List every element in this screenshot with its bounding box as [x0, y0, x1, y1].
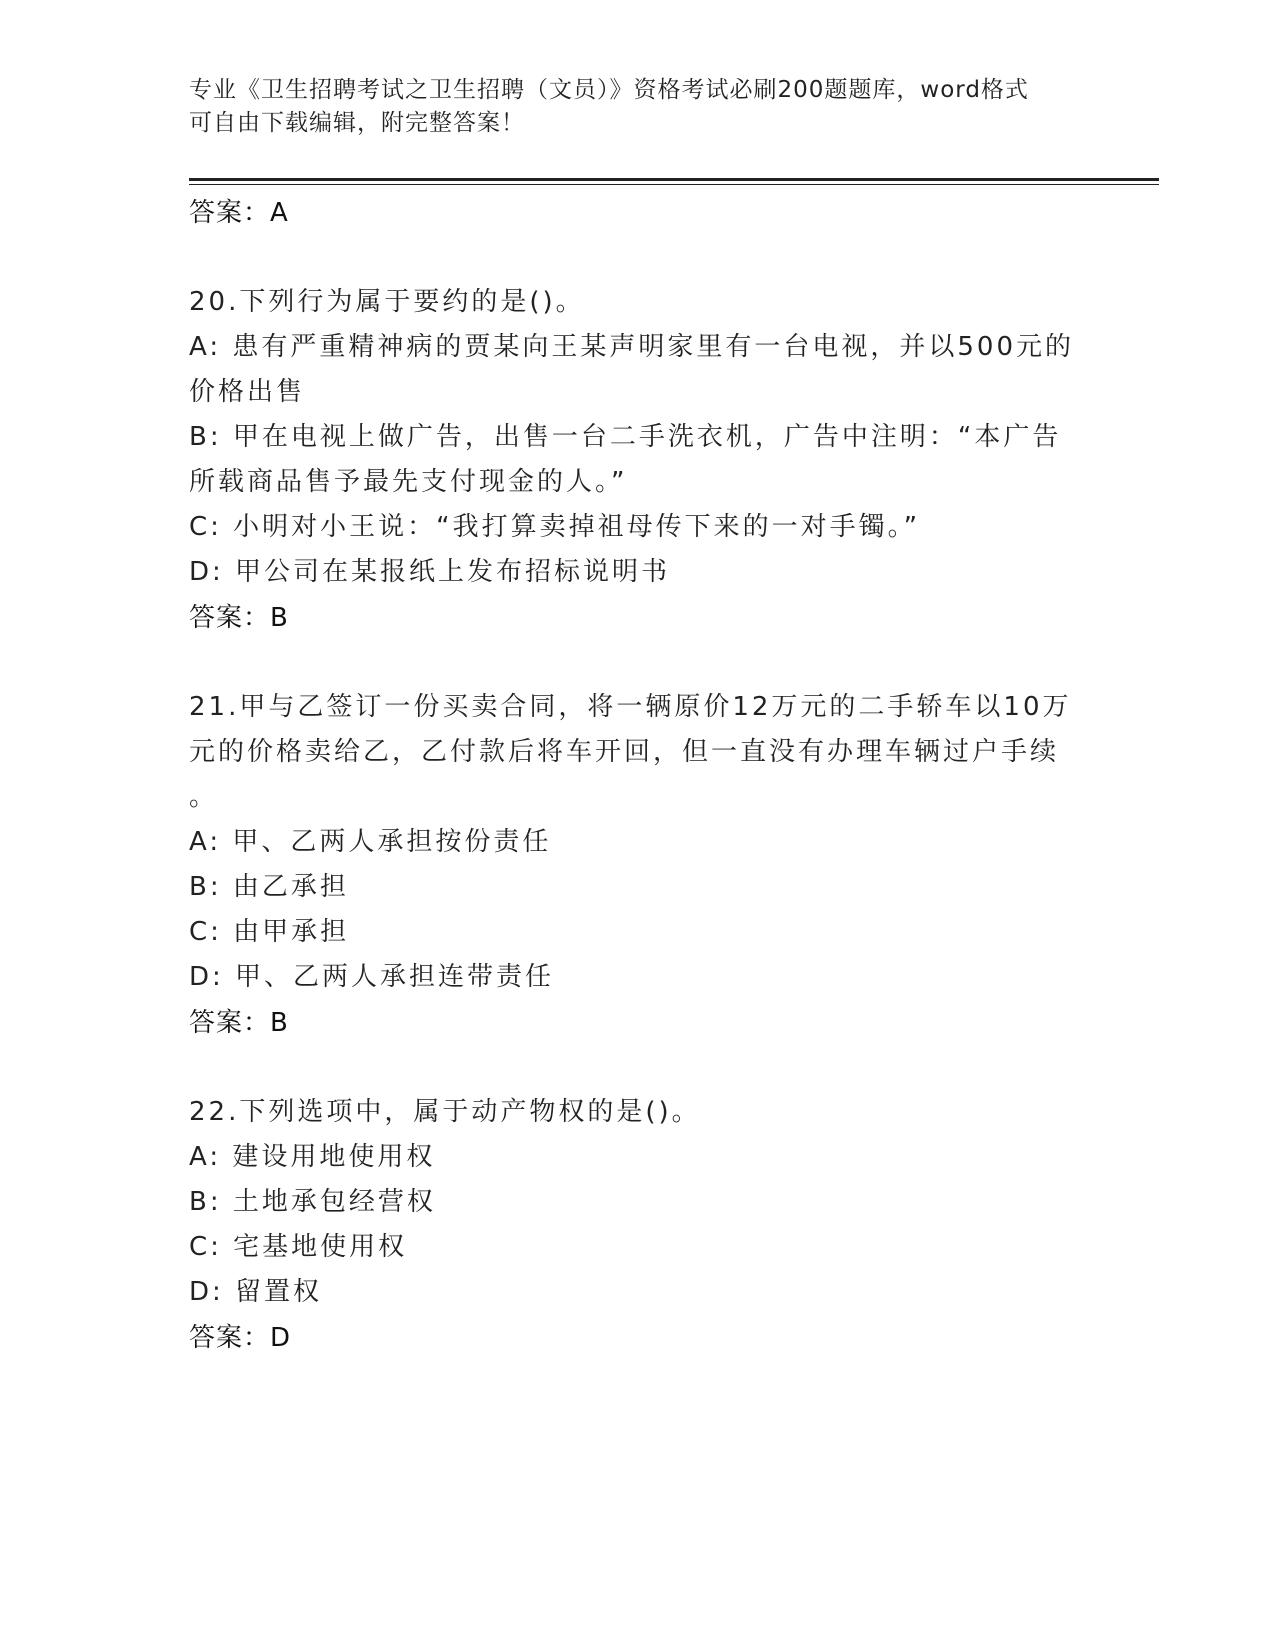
question-text: 21.甲与乙签订一份买卖合同，将一辆原价12万元的二手轿车以10万 [189, 692, 1072, 722]
header-divider-thin [189, 184, 1159, 185]
option-line: B: 土地承包经营权 [189, 1187, 436, 1217]
option-line: B: 由乙承担 [189, 872, 349, 902]
option-line: D: 留置权 [189, 1277, 323, 1307]
question-text-continued: 元的价格卖给乙，乙付款后将车开回，但一直没有办理车辆过户手续 [189, 737, 1060, 767]
question-text-continued: 。 [189, 782, 219, 812]
option-line: C: 宅基地使用权 [189, 1232, 408, 1262]
question-text: 22.下列选项中，属于动产物权的是()。 [189, 1097, 701, 1127]
option-line: C: 小明对小王说：“我打算卖掉祖母传下来的一对手镯。” [189, 512, 921, 542]
answer-line: 答案：D [189, 1323, 292, 1353]
question-21 [189, 685, 1089, 1046]
option-line: B: 甲在电视上做广告，出售一台二手洗衣机，广告中注明：“本广告 [189, 422, 1062, 452]
question-22 [189, 1090, 1089, 1361]
question-20 [189, 280, 1089, 641]
question-text: 20.下列行为属于要约的是()。 [189, 287, 585, 317]
option-line: A: 甲、乙两人承担按份责任 [189, 827, 552, 857]
option-line: 价格出售 [189, 377, 306, 407]
document-header [189, 74, 1089, 140]
answer-line: 答案：B [189, 1008, 289, 1038]
option-line: D: 甲公司在某报纸上发布招标说明书 [189, 557, 671, 587]
answer-line: 答案：B [189, 603, 289, 633]
document-body [189, 190, 1089, 1361]
answer-line: 答案：A [189, 198, 289, 228]
option-line: D: 甲、乙两人承担连带责任 [189, 962, 555, 992]
header-line-2: 可自由下载编辑，附完整答案！ [189, 110, 525, 136]
header-divider-thick [189, 178, 1159, 181]
option-line: C: 由甲承担 [189, 917, 350, 947]
option-line: 所载商品售予最先支付现金的人。” [189, 467, 628, 497]
option-line: A: 患有严重精神病的贾某向王某声明家里有一台电视，并以500元的 [189, 332, 1074, 362]
header-line-1: 专业《卫生招聘考试之卫生招聘（文员）》资格考试必刷200题题库，word格式 [189, 77, 1029, 103]
option-line: A: 建设用地使用权 [189, 1142, 436, 1172]
